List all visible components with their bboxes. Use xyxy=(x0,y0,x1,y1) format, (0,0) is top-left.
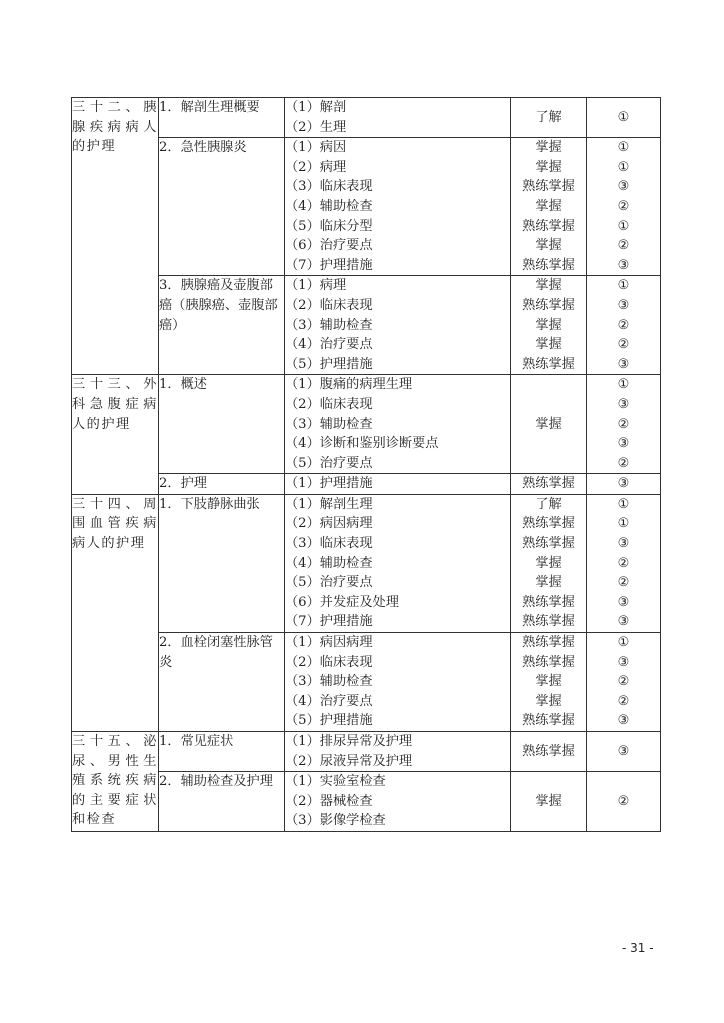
syllabus-body xyxy=(72,98,661,832)
content-item: （7）护理措施 xyxy=(285,614,373,630)
content-items-cell xyxy=(285,138,511,276)
content-item: （2）器械检查 xyxy=(285,793,373,809)
unit-cell xyxy=(72,732,159,832)
requirement-level: 了解 xyxy=(535,496,562,512)
requirement-cell xyxy=(511,732,587,772)
content-items-cell xyxy=(285,375,511,474)
level-mark: ② xyxy=(617,674,630,690)
unit-cell xyxy=(72,375,159,495)
content-item: （1）解剖生理 xyxy=(285,496,373,512)
content-item: （5）护理措施 xyxy=(285,356,373,372)
level-mark: ③ xyxy=(617,436,630,452)
requirement-level: 掌握 xyxy=(535,317,562,333)
content-item: （5）治疗要点 xyxy=(285,455,373,471)
level-mark: ① xyxy=(617,496,630,512)
level-mark: ③ xyxy=(617,743,630,759)
table-row xyxy=(72,276,661,375)
level-mark: ② xyxy=(617,575,630,591)
content-item: （6）并发症及处理 xyxy=(285,594,399,610)
content-item: （2）临床表现 xyxy=(285,654,373,670)
requirement-cell xyxy=(511,633,587,732)
level-mark: ② xyxy=(617,416,630,432)
level-mark: ① xyxy=(617,278,630,294)
content-items-cell xyxy=(285,494,511,632)
level-cell xyxy=(587,375,661,474)
requirement-cell xyxy=(511,474,587,495)
content-item: （3）临床表现 xyxy=(285,536,373,552)
level-mark: ③ xyxy=(617,476,630,492)
requirement-level: 掌握 xyxy=(535,238,562,254)
requirement-level: 掌握 xyxy=(535,198,562,214)
level-mark: ③ xyxy=(617,713,630,729)
content-item: （1）护理措施 xyxy=(285,476,373,492)
content-item: （2）临床表现 xyxy=(285,297,373,313)
requirement-level: 掌握 xyxy=(535,159,562,175)
content-item: （1）腹痛的病理生理 xyxy=(285,377,413,393)
content-item: （3）辅助检查 xyxy=(285,674,373,690)
level-mark: ① xyxy=(617,159,630,175)
table-row xyxy=(72,633,661,732)
requirement-level: 掌握 xyxy=(535,793,562,809)
content-item: （3）影像学检查 xyxy=(285,813,386,829)
content-item: （3）辅助检查 xyxy=(285,416,373,432)
content-item: （2）临床表现 xyxy=(285,396,373,412)
requirement-cell xyxy=(511,98,587,138)
requirement-level: 熟练掌握 xyxy=(522,297,575,313)
table-row xyxy=(72,732,661,772)
table-row xyxy=(72,474,661,495)
content-item: （4）治疗要点 xyxy=(285,337,373,353)
syllabus-table xyxy=(71,97,661,832)
level-mark: ② xyxy=(617,455,630,471)
requirement-cell xyxy=(511,276,587,375)
content-item: （2）病理 xyxy=(285,159,347,175)
requirement-level: 掌握 xyxy=(535,555,562,571)
level-mark: ③ xyxy=(617,356,630,372)
level-mark: ③ xyxy=(617,297,630,313)
requirement-level: 熟练掌握 xyxy=(522,594,575,610)
requirement-level: 熟练掌握 xyxy=(522,218,575,234)
level-cell xyxy=(587,772,661,832)
topic-cell: 3．胰腺癌及壶腹部癌（胰腺癌、壶腹部癌） xyxy=(159,276,285,375)
level-mark: ① xyxy=(617,109,630,125)
level-mark: ③ xyxy=(617,396,630,412)
level-cell xyxy=(587,138,661,276)
content-item: （1）实验室检查 xyxy=(285,774,386,790)
requirement-level: 掌握 xyxy=(535,693,562,709)
content-items-cell xyxy=(285,98,511,138)
content-item: （2）生理 xyxy=(285,119,347,135)
level-mark: ② xyxy=(617,198,630,214)
level-cell xyxy=(587,98,661,138)
unit-title: 三十二、胰腺疾病病人的护理 xyxy=(72,100,158,155)
content-item: （1）病因病理 xyxy=(285,635,373,651)
requirement-level: 掌握 xyxy=(535,575,562,591)
level-mark: ② xyxy=(617,238,630,254)
topic-cell: 2．血栓闭塞性脉管炎 xyxy=(159,633,285,732)
table-row xyxy=(72,375,661,474)
requirement-level: 熟练掌握 xyxy=(522,476,575,492)
requirement-level: 掌握 xyxy=(535,278,562,294)
level-mark: ② xyxy=(617,337,630,353)
requirement-level: 熟练掌握 xyxy=(522,713,575,729)
table-row xyxy=(72,494,661,632)
level-cell xyxy=(587,633,661,732)
requirement-level: 熟练掌握 xyxy=(522,614,575,630)
content-items-cell xyxy=(285,276,511,375)
requirement-level: 熟练掌握 xyxy=(522,356,575,372)
content-item: （5）治疗要点 xyxy=(285,575,373,591)
topic-cell: 1．下肢静脉曲张 xyxy=(159,494,285,632)
requirement-level: 掌握 xyxy=(535,674,562,690)
content-items-cell xyxy=(285,732,511,772)
level-mark: ③ xyxy=(617,179,630,195)
content-item: （4）诊断和鉴别诊断要点 xyxy=(285,436,439,452)
content-item: （6）治疗要点 xyxy=(285,238,373,254)
level-mark: ③ xyxy=(617,257,630,273)
content-items-cell xyxy=(285,474,511,495)
level-mark: ③ xyxy=(617,654,630,670)
content-item: （3）临床表现 xyxy=(285,179,373,195)
unit-title: 三十三、外科急腹症病人的护理 xyxy=(72,377,158,432)
content-item: （1）排尿异常及护理 xyxy=(285,734,413,749)
topic-cell: 2．护理 xyxy=(159,474,285,495)
content-item: （4）治疗要点 xyxy=(285,693,373,709)
level-mark: ① xyxy=(617,377,630,393)
table-row xyxy=(72,98,661,138)
topic-cell: 1．常见症状 xyxy=(159,732,285,772)
level-mark: ② xyxy=(617,317,630,333)
level-cell xyxy=(587,732,661,772)
table-row xyxy=(72,138,661,276)
content-item: （2）病因病理 xyxy=(285,516,373,532)
requirement-cell xyxy=(511,375,587,474)
level-mark: ② xyxy=(617,693,630,709)
requirement-level: 熟练掌握 xyxy=(522,257,575,273)
page-number: - 31 - xyxy=(622,941,654,955)
requirement-cell xyxy=(511,494,587,632)
level-mark: ① xyxy=(617,516,630,532)
requirement-level: 掌握 xyxy=(535,337,562,353)
requirement-level: 熟练掌握 xyxy=(522,516,575,532)
content-item: （5）护理措施 xyxy=(285,713,373,729)
level-mark: ① xyxy=(617,140,630,156)
topic-cell: 1．概述 xyxy=(159,375,285,474)
requirement-level: 了解 xyxy=(535,109,562,125)
level-mark: ③ xyxy=(617,594,630,610)
level-mark: ① xyxy=(617,635,630,651)
requirement-cell xyxy=(511,138,587,276)
topic-cell: 1．解剖生理概要 xyxy=(159,98,285,138)
table-row xyxy=(72,772,661,832)
requirement-level: 掌握 xyxy=(535,416,562,432)
level-mark: ② xyxy=(617,793,630,809)
content-item: （4）辅助检查 xyxy=(285,198,373,214)
level-mark: ③ xyxy=(617,536,630,552)
level-cell xyxy=(587,276,661,375)
topic-cell: 2．急性胰腺炎 xyxy=(159,138,285,276)
content-items-cell xyxy=(285,633,511,732)
level-mark: ① xyxy=(617,218,630,234)
level-mark: ② xyxy=(617,555,630,571)
content-item: （5）临床分型 xyxy=(285,218,373,234)
topic-cell: 2．辅助检查及护理 xyxy=(159,772,285,832)
level-cell xyxy=(587,494,661,632)
requirement-level: 熟练掌握 xyxy=(522,179,575,195)
level-mark: ③ xyxy=(617,614,630,630)
unit-cell xyxy=(72,98,159,375)
level-cell xyxy=(587,474,661,495)
unit-title: 三十四、周围血管疾病病人的护理 xyxy=(72,496,158,552)
content-item: （3）辅助检查 xyxy=(285,317,373,333)
requirement-level: 熟练掌握 xyxy=(522,635,575,651)
requirement-level: 熟练掌握 xyxy=(522,654,575,670)
requirement-level: 熟练掌握 xyxy=(522,536,575,552)
unit-title: 三十五、泌尿、男性生殖系统疾病的主要症状和检查 xyxy=(72,734,158,828)
content-item: （1）病理 xyxy=(285,278,347,294)
content-item: （7）护理措施 xyxy=(285,257,373,273)
content-items-cell xyxy=(285,772,511,832)
requirement-cell xyxy=(511,772,587,832)
content-item: （2）尿液异常及护理 xyxy=(285,753,413,769)
content-item: （1）解剖 xyxy=(285,100,347,115)
requirement-level: 掌握 xyxy=(535,140,562,156)
content-item: （4）辅助检查 xyxy=(285,555,373,571)
unit-cell xyxy=(72,494,159,731)
content-item: （1）病因 xyxy=(285,140,347,156)
requirement-level: 熟练掌握 xyxy=(522,743,575,759)
